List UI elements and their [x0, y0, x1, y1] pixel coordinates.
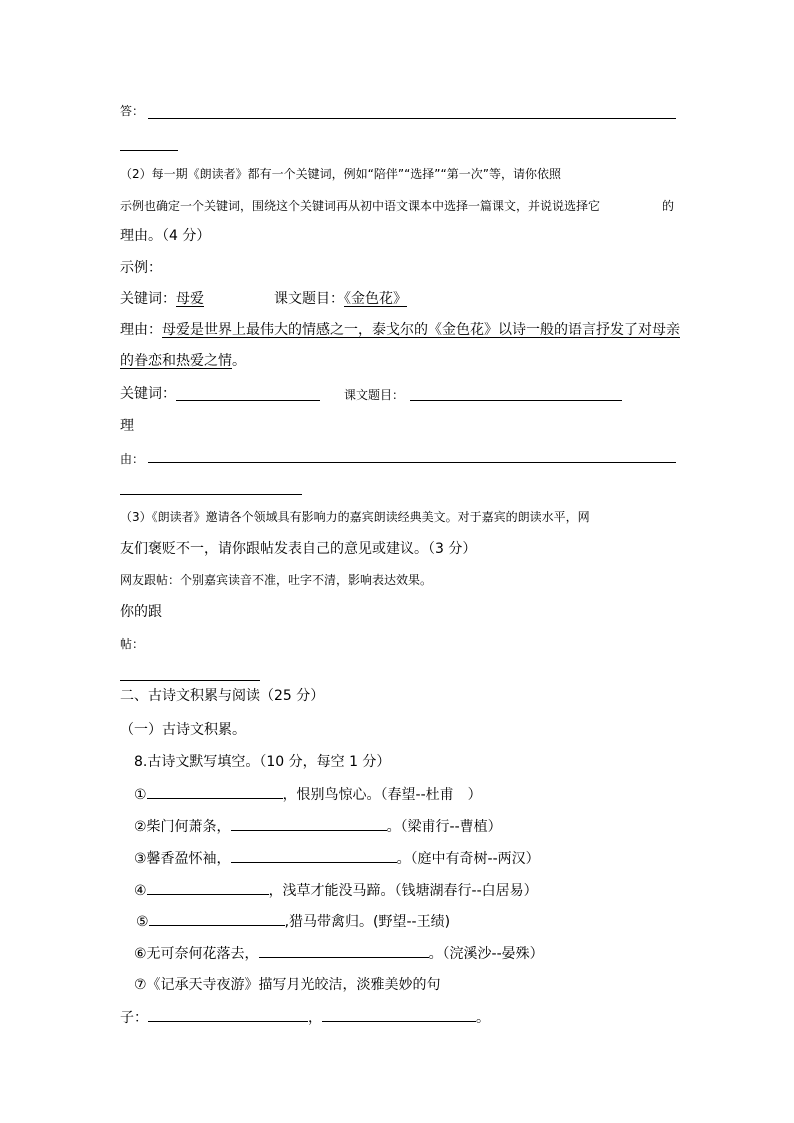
- example-label: 示例：: [120, 260, 162, 276]
- q3-line-1: （3）《朗读者》邀请各个领域具有影响力的嘉宾朗读经典美文。对于嘉宾的朗读水平，网: [120, 510, 590, 524]
- item-7-blank-1[interactable]: [148, 1007, 308, 1022]
- example-reason-line-1: 母爱是世界上最伟大的情感之一，泰戈尔的《金色花》以诗一般的语言抒发了对母亲: [162, 322, 680, 338]
- keyword-label: 关键词：: [120, 386, 176, 402]
- item-3-text: 。（庭中有奇树--两汉）: [396, 851, 540, 867]
- reason-label-1: 理: [120, 418, 134, 434]
- example-title-row: [274, 289, 407, 309]
- example-keyword: 母爱: [176, 291, 204, 307]
- item-5-text: ,猎马带禽归。(野望--王绩): [284, 914, 451, 930]
- section-2-subheading: （一）古诗文积累。: [120, 722, 246, 738]
- poem-item-7-line-1: ⑦《记承天寺夜游》描写月光皎洁，淡雅美妙的句: [134, 977, 441, 993]
- question-8: 8.古诗文默写填空。（10 分，每空 1 分）: [134, 754, 391, 770]
- item-6-prefix: ⑥无可奈何花落去，: [134, 946, 259, 962]
- poem-item-4: [134, 880, 538, 901]
- example-reason-end: 。: [232, 353, 246, 369]
- item-4-blank[interactable]: [147, 880, 269, 895]
- item-7-blank-2[interactable]: [322, 1007, 476, 1022]
- poem-item-7-line-2: [120, 1007, 490, 1028]
- answer-line-continued[interactable]: [120, 150, 178, 151]
- item-7-end: 。: [476, 1010, 490, 1026]
- item-1-text: ，恨别鸟惊心。（春望--杜甫 ）: [282, 787, 482, 803]
- item-6-text: 。（浣溪沙--晏殊）: [428, 946, 544, 962]
- answer-line[interactable]: [148, 118, 676, 119]
- reason-input-line-continued[interactable]: [120, 494, 302, 495]
- reply-label-1: 你的跟: [120, 604, 162, 620]
- item-4-text: ，浅草才能没马蹄。（钱塘湖春行--白居易）: [268, 883, 538, 899]
- q3-line-2: 友们褒贬不一，请你跟帖发表自己的意见或建议。（3 分）: [120, 541, 477, 557]
- item-2-text: 。（梁甫行--曹植）: [386, 819, 502, 835]
- example-reason-row: [120, 320, 680, 340]
- title-input-line[interactable]: [410, 400, 622, 401]
- example-reason-line-2: 的眷恋和热爱之情: [120, 353, 232, 369]
- section-2-heading: 二、古诗文积累与阅读（25 分）: [120, 688, 325, 704]
- poem-item-1: [134, 784, 482, 805]
- item-4-prefix: ④: [134, 883, 147, 899]
- item-5-blank[interactable]: [149, 911, 285, 926]
- item-1-prefix: ①: [134, 787, 147, 803]
- example-keyword-row: [120, 289, 204, 309]
- example-reason-label: 理由：: [120, 322, 162, 338]
- q2-intro-line-2: 示例也确定一个关键词，围绕这个关键词再从初中语文课本中选择一篇课文，并说说选择它: [120, 199, 601, 213]
- q2-intro-line-1: （2）每一期《朗读者》都有一个关键词，例如“陪伴”“选择”“第一次”等，请你依照: [120, 167, 561, 181]
- reason-label-2: 由：: [120, 452, 145, 466]
- example-reason-row-2: [120, 351, 246, 371]
- item-5-prefix: ⑤: [136, 914, 149, 930]
- reason-input-line[interactable]: [148, 462, 676, 463]
- q2-intro-line-2-tail: 的: [662, 199, 675, 213]
- item-3-blank[interactable]: [231, 848, 397, 863]
- item-2-prefix: ②柴门何萧条，: [134, 819, 231, 835]
- title-label: 课文题目：: [344, 388, 405, 402]
- example-title: 《金色花》: [344, 291, 407, 307]
- netizen-post: 网友跟帖：个别嘉宾读音不准，吐字不清，影响表达效果。: [120, 573, 433, 587]
- poem-item-2: [134, 816, 502, 837]
- keyword-input-line[interactable]: [176, 400, 320, 401]
- poem-item-5: [136, 911, 450, 932]
- answer-label: 答：: [120, 104, 145, 118]
- example-title-label: 课文题目：: [274, 291, 344, 307]
- item-6-blank[interactable]: [259, 943, 429, 958]
- item-3-prefix: ③馨香盈怀袖，: [134, 851, 231, 867]
- item-7-label: 子：: [120, 1010, 148, 1026]
- poem-item-6: [134, 943, 544, 964]
- item-1-blank[interactable]: [147, 784, 283, 799]
- item-2-blank[interactable]: [231, 816, 387, 831]
- q2-intro-line-3: 理由。（4 分）: [120, 228, 211, 244]
- poem-item-3: [134, 848, 540, 869]
- item-7-separator: ，: [308, 1010, 322, 1026]
- reply-input-line[interactable]: [120, 680, 260, 681]
- example-keyword-label: 关键词：: [120, 291, 176, 307]
- reply-label-2: 帖：: [120, 637, 145, 651]
